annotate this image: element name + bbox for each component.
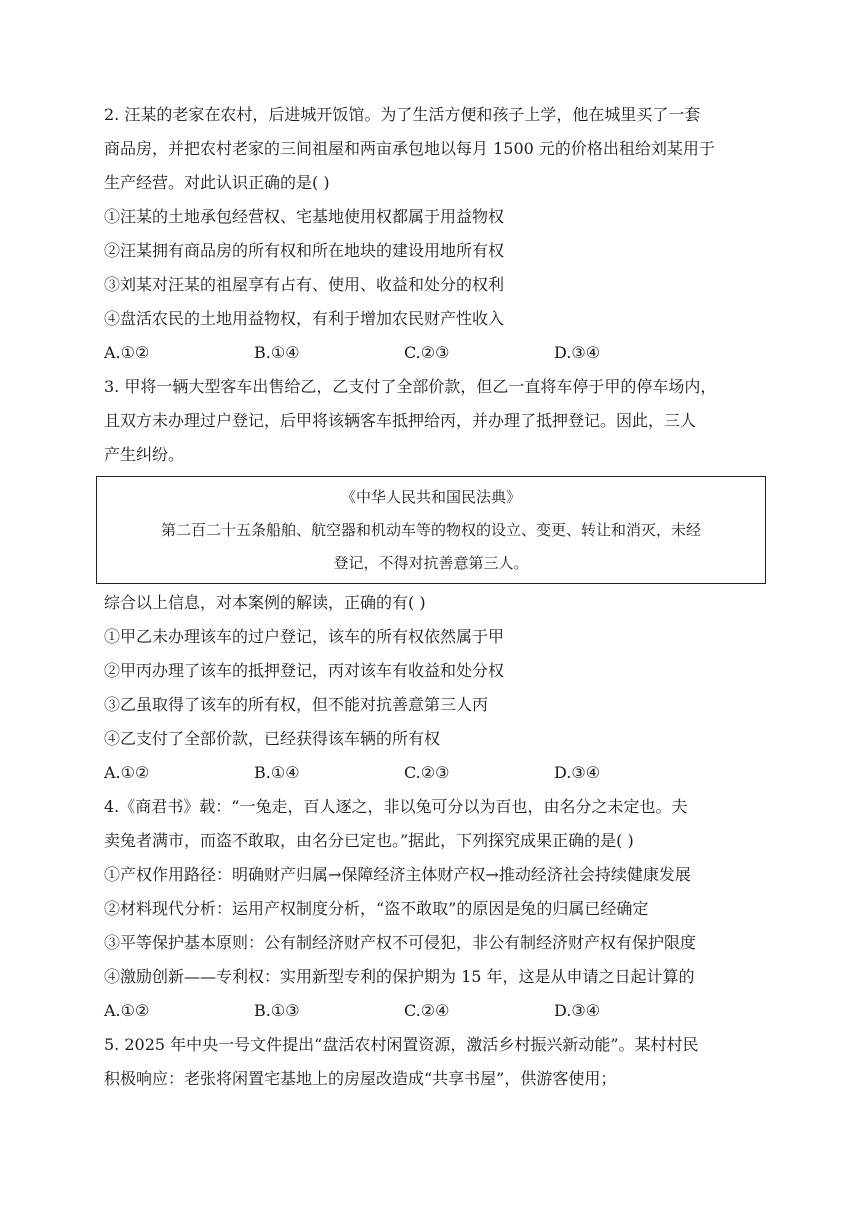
q3-question: 综合以上信息，对本案例的解读，正确的有( ) xyxy=(104,593,426,612)
q4-stem-line-1: 4.《商君书》载：“一兔走，百人逐之，非以兔可分以为百也，由名分之未定也。夫 xyxy=(104,797,688,816)
q3-statement-3: ③乙虽取得了该车的所有权，但不能对抗善意第三人丙 xyxy=(104,695,489,714)
q4-option-d[interactable]: D.③④ xyxy=(554,1001,601,1020)
q2-statement-2: ②汪某拥有商品房的所有权和所在地块的建设用地所有权 xyxy=(104,241,505,260)
q2-option-a[interactable]: A.①② xyxy=(104,343,150,362)
q2-option-c[interactable]: C.②③ xyxy=(404,343,450,362)
q2-statement-1: ①汪某的土地承包经营权、宅基地使用权都属于用益物权 xyxy=(104,207,505,226)
q3-statement-1: ①甲乙未办理该车的过户登记，该车的所有权依然属于甲 xyxy=(104,627,505,646)
q2-option-b[interactable]: B.①④ xyxy=(254,343,300,362)
q4-options xyxy=(104,1001,764,1021)
q3-option-d[interactable]: D.③④ xyxy=(554,763,601,782)
civil-code-title: 《中华人民共和国民法典》 xyxy=(340,488,521,506)
q2-statement-3: ③刘某对汪某的祖屋享有占有、使用、收益和处分的权利 xyxy=(104,275,505,294)
q2-stem-line-1: 2. 汪某的老家在农村，后进城开饭馆。为了生活方便和孩子上学，他在城里买了一套 xyxy=(104,105,701,124)
q3-stem-line-3: 产生纠纷。 xyxy=(104,445,185,464)
q4-option-c[interactable]: C.②④ xyxy=(404,1001,450,1020)
q3-stem-line-2: 且双方未办理过户登记，后甲将该辆客车抵押给丙，并办理了抵押登记。因此，三人 xyxy=(104,411,697,430)
q4-option-a[interactable]: A.①② xyxy=(104,1001,150,1020)
q3-statement-2: ②甲丙办理了该车的抵押登记，丙对该车有收益和处分权 xyxy=(104,661,505,680)
civil-code-article-line-1: 第二百二十五条船舶、航空器和机动车等的物权的设立、变更、转让和消灭，未经 xyxy=(160,521,701,539)
q4-statement-2: ②材料现代分析：运用产权制度分析，“盗不敢取”的原因是兔的归属已经确定 xyxy=(104,899,649,918)
q4-statement-4: ④激励创新——专利权：实用新型专利的保护期为 15 年，这是从申请之日起计算的 xyxy=(104,967,695,986)
q4-statement-1: ①产权作用路径：明确财产归属→保障经济主体财产权→推动经济社会持续健康发展 xyxy=(104,865,691,884)
q4-option-b[interactable]: B.①③ xyxy=(254,1001,300,1020)
q3-statement-4: ④乙支付了全部价款，已经获得该车辆的所有权 xyxy=(104,729,441,748)
q2-options xyxy=(104,343,764,363)
q3-stem-line-1: 3. 甲将一辆大型客车出售给乙，乙支付了全部价款，但乙一直将车停于甲的停车场内， xyxy=(104,377,717,396)
q3-option-c[interactable]: C.②③ xyxy=(404,763,450,782)
q5-stem-line-1: 5. 2025 年中央一号文件提出“盘活农村闲置资源，激活乡村振兴新动能”。某村村民 xyxy=(104,1035,699,1054)
q3-option-b[interactable]: B.①④ xyxy=(254,763,300,782)
civil-code-article-line-2: 登记，不得对抗善意第三人。 xyxy=(333,554,529,572)
q2-statement-4: ④盘活农民的土地用益物权，有利于增加农民财产性收入 xyxy=(104,309,505,328)
q2-stem-line-3: 生产经营。对此认识正确的是( ) xyxy=(104,173,330,192)
civil-code-excerpt-box xyxy=(96,476,766,584)
q2-option-d[interactable]: D.③④ xyxy=(554,343,601,362)
q5-stem-line-2: 积极响应：老张将闲置宅基地上的房屋改造成“共享书屋”，供游客使用； xyxy=(104,1069,617,1088)
q2-stem-line-2: 商品房，并把农村老家的三间祖屋和两亩承包地以每月 1500 元的价格出租给刘某用于 xyxy=(104,139,715,158)
q3-options xyxy=(104,763,764,783)
q3-option-a[interactable]: A.①② xyxy=(104,763,150,782)
q4-statement-3: ③平等保护基本原则：公有制经济财产权不可侵犯，非公有制经济财产权有保护限度 xyxy=(104,933,697,952)
q4-stem-line-2: 卖兔者满市，而盗不敢取，由名分已定也。”据此，下列探究成果正确的是( ) xyxy=(104,831,634,850)
